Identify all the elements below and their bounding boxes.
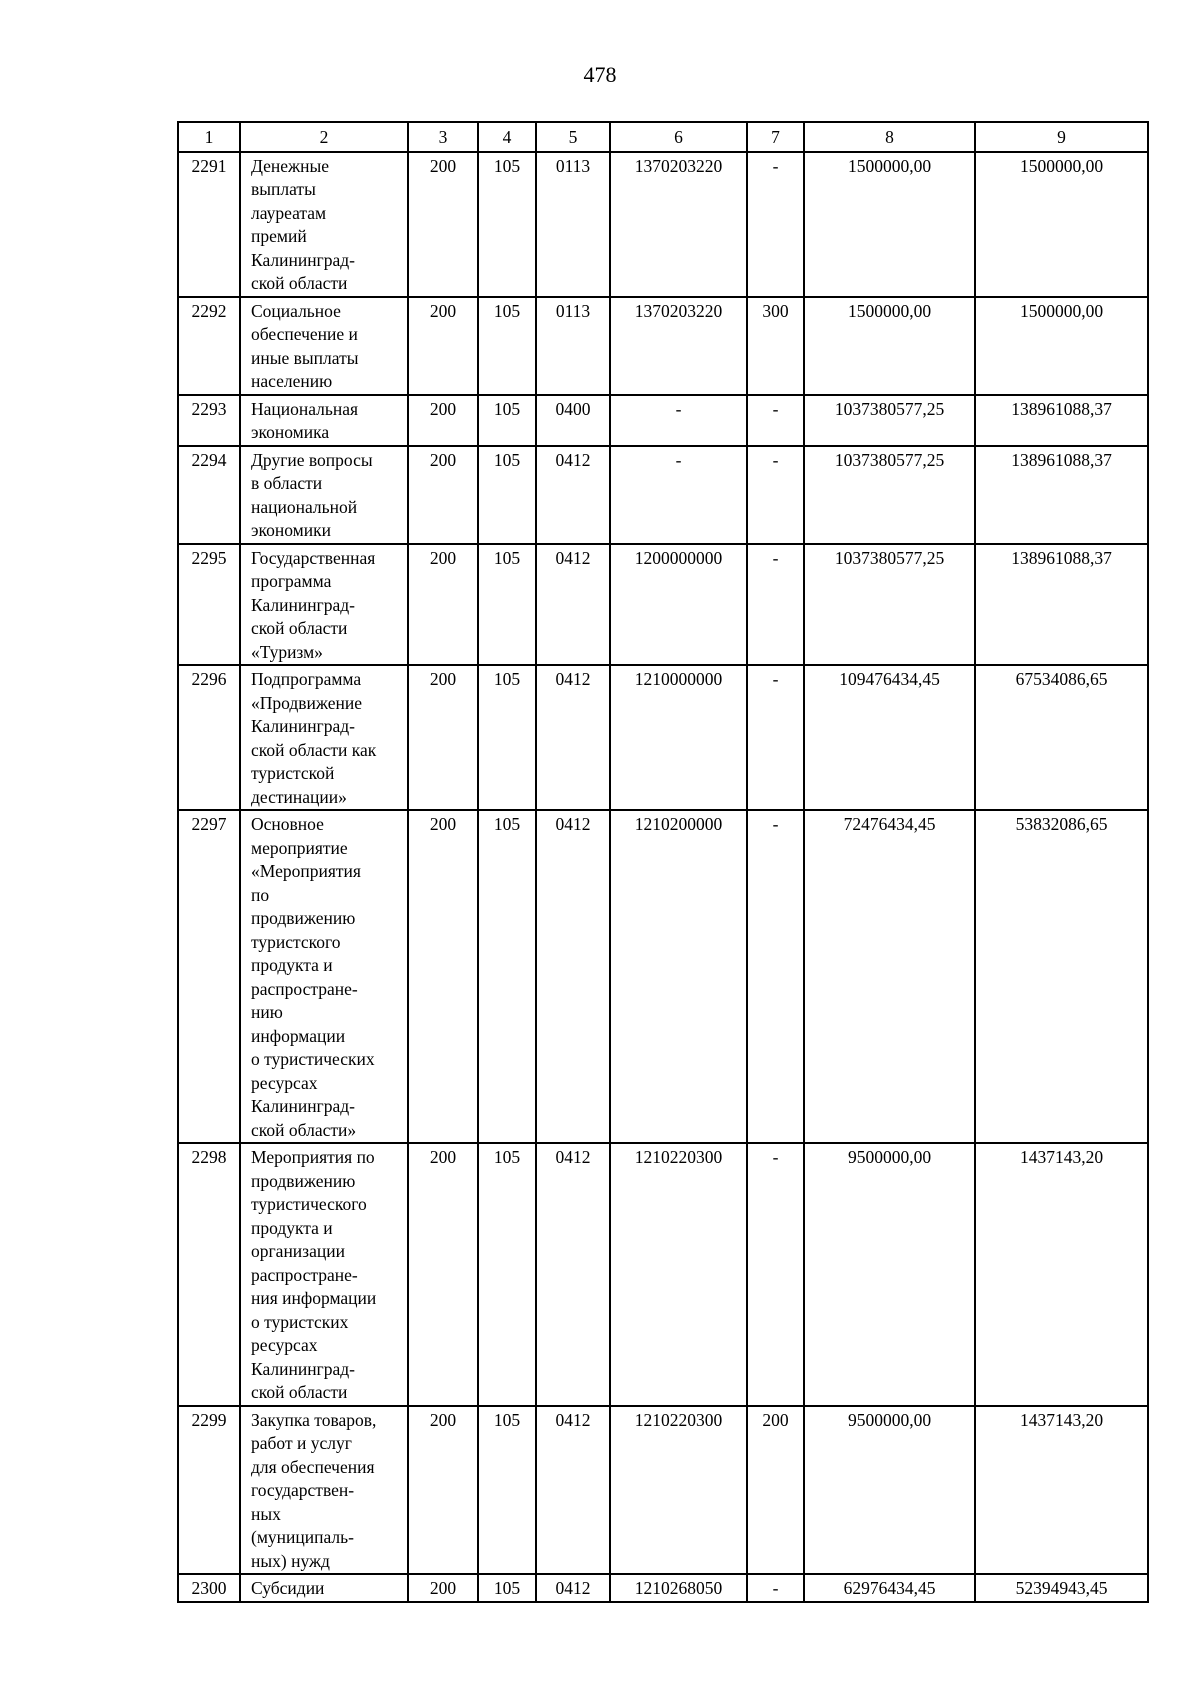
amount-cell: 1500000,00 (804, 297, 975, 395)
section-code-cell: 0412 (536, 665, 610, 810)
section-code-cell: 0412 (536, 544, 610, 666)
amount-cell: 1437143,20 (975, 1406, 1148, 1575)
table-row (178, 152, 1148, 297)
table-row (178, 810, 1148, 1143)
column-header: 3 (408, 122, 478, 152)
amount-cell: 9500000,00 (804, 1406, 975, 1575)
amount-cell: 62976434,45 (804, 1574, 975, 1602)
code-cell: 200 (408, 395, 478, 446)
table-row (178, 544, 1148, 666)
code-cell: 200 (408, 297, 478, 395)
table-row (178, 1143, 1148, 1406)
code-cell: 105 (478, 446, 536, 544)
column-header: 6 (610, 122, 747, 152)
item-name-cell: Подпрограмма «Продвижение Калининград- ской области как туристской дестинации» (240, 665, 408, 810)
item-name-cell: Социальное обеспечение и иные выплаты населению (240, 297, 408, 395)
amount-cell: 9500000,00 (804, 1143, 975, 1406)
amount-cell: 109476434,45 (804, 665, 975, 810)
code-cell: 105 (478, 1143, 536, 1406)
amount-cell: 67534086,65 (975, 665, 1148, 810)
expense-type-cell: - (747, 1143, 804, 1406)
target-article-cell: 1210268050 (610, 1574, 747, 1602)
expense-type-cell: - (747, 665, 804, 810)
code-cell: 105 (478, 1406, 536, 1575)
page-number: 478 (583, 62, 617, 87)
item-name-cell: Закупка товаров, работ и услуг для обеспечения государствен- ных (муниципаль- ных) нужд (240, 1406, 408, 1575)
code-cell: 105 (478, 810, 536, 1143)
code-cell: 105 (478, 297, 536, 395)
section-code-cell: 0412 (536, 1406, 610, 1575)
expense-type-cell: - (747, 1574, 804, 1602)
code-cell: 200 (408, 810, 478, 1143)
amount-cell: 1037380577,25 (804, 395, 975, 446)
item-name-cell: Государственная программа Калининград- ской области «Туризм» (240, 544, 408, 666)
row-number-cell: 2294 (178, 446, 240, 544)
amount-cell: 1500000,00 (975, 152, 1148, 297)
section-code-cell: 0113 (536, 152, 610, 297)
target-article-cell: - (610, 395, 747, 446)
column-header: 1 (178, 122, 240, 152)
expense-type-cell: 300 (747, 297, 804, 395)
row-number-cell: 2300 (178, 1574, 240, 1602)
column-header: 7 (747, 122, 804, 152)
expense-type-cell: - (747, 395, 804, 446)
expense-type-cell: - (747, 446, 804, 544)
code-cell: 105 (478, 665, 536, 810)
amount-cell: 52394943,45 (975, 1574, 1148, 1602)
amount-cell: 138961088,37 (975, 446, 1148, 544)
row-number-cell: 2295 (178, 544, 240, 666)
column-header: 2 (240, 122, 408, 152)
target-article-cell: 1370203220 (610, 297, 747, 395)
table-row (178, 665, 1148, 810)
row-number-cell: 2292 (178, 297, 240, 395)
item-name-cell: Мероприятия по продвижению туристического продукта и организации распростране- ния информации о туристских ресурсах Калининград- ской области (240, 1143, 408, 1406)
item-name-cell: Денежные выплаты лауреатам премий Калининград- ской области (240, 152, 408, 297)
amount-cell: 1500000,00 (804, 152, 975, 297)
row-number-cell: 2293 (178, 395, 240, 446)
table-row (178, 1406, 1148, 1575)
section-code-cell: 0400 (536, 395, 610, 446)
code-cell: 200 (408, 1574, 478, 1602)
amount-cell: 1037380577,25 (804, 446, 975, 544)
code-cell: 105 (478, 152, 536, 297)
code-cell: 105 (478, 1574, 536, 1602)
amount-cell: 1437143,20 (975, 1143, 1148, 1406)
code-cell: 200 (408, 1406, 478, 1575)
row-number-cell: 2291 (178, 152, 240, 297)
code-cell: 105 (478, 544, 536, 666)
column-header: 9 (975, 122, 1148, 152)
amount-cell: 1037380577,25 (804, 544, 975, 666)
target-article-cell: 1210220300 (610, 1143, 747, 1406)
item-name-cell: Другие вопросы в области национальной экономики (240, 446, 408, 544)
section-code-cell: 0113 (536, 297, 610, 395)
column-header: 5 (536, 122, 610, 152)
section-code-cell: 0412 (536, 1143, 610, 1406)
row-number-cell: 2299 (178, 1406, 240, 1575)
target-article-cell: 1210220300 (610, 1406, 747, 1575)
table-header-row (178, 122, 1148, 152)
row-number-cell: 2296 (178, 665, 240, 810)
item-name-cell: Субсидии (240, 1574, 408, 1602)
amount-cell: 138961088,37 (975, 395, 1148, 446)
table-row (178, 1574, 1148, 1602)
amount-cell: 72476434,45 (804, 810, 975, 1143)
code-cell: 200 (408, 1143, 478, 1406)
section-code-cell: 0412 (536, 810, 610, 1143)
column-header: 8 (804, 122, 975, 152)
row-number-cell: 2298 (178, 1143, 240, 1406)
expense-type-cell: - (747, 810, 804, 1143)
target-article-cell: - (610, 446, 747, 544)
item-name-cell: Национальная экономика (240, 395, 408, 446)
table-row (178, 297, 1148, 395)
expense-type-cell: 200 (747, 1406, 804, 1575)
amount-cell: 1500000,00 (975, 297, 1148, 395)
code-cell: 105 (478, 395, 536, 446)
table-row (178, 395, 1148, 446)
target-article-cell: 1210200000 (610, 810, 747, 1143)
target-article-cell: 1370203220 (610, 152, 747, 297)
section-code-cell: 0412 (536, 1574, 610, 1602)
section-code-cell: 0412 (536, 446, 610, 544)
column-header: 4 (478, 122, 536, 152)
expense-type-cell: - (747, 544, 804, 666)
amount-cell: 138961088,37 (975, 544, 1148, 666)
table-row (178, 446, 1148, 544)
amount-cell: 53832086,65 (975, 810, 1148, 1143)
target-article-cell: 1200000000 (610, 544, 747, 666)
code-cell: 200 (408, 446, 478, 544)
code-cell: 200 (408, 152, 478, 297)
target-article-cell: 1210000000 (610, 665, 747, 810)
item-name-cell: Основное мероприятие «Мероприятия по продвижению туристского продукта и распростране- нию информации о туристических ресурсах Калининград- ской области» (240, 810, 408, 1143)
expense-type-cell: - (747, 152, 804, 297)
budget-table (177, 121, 1149, 1603)
row-number-cell: 2297 (178, 810, 240, 1143)
code-cell: 200 (408, 544, 478, 666)
code-cell: 200 (408, 665, 478, 810)
